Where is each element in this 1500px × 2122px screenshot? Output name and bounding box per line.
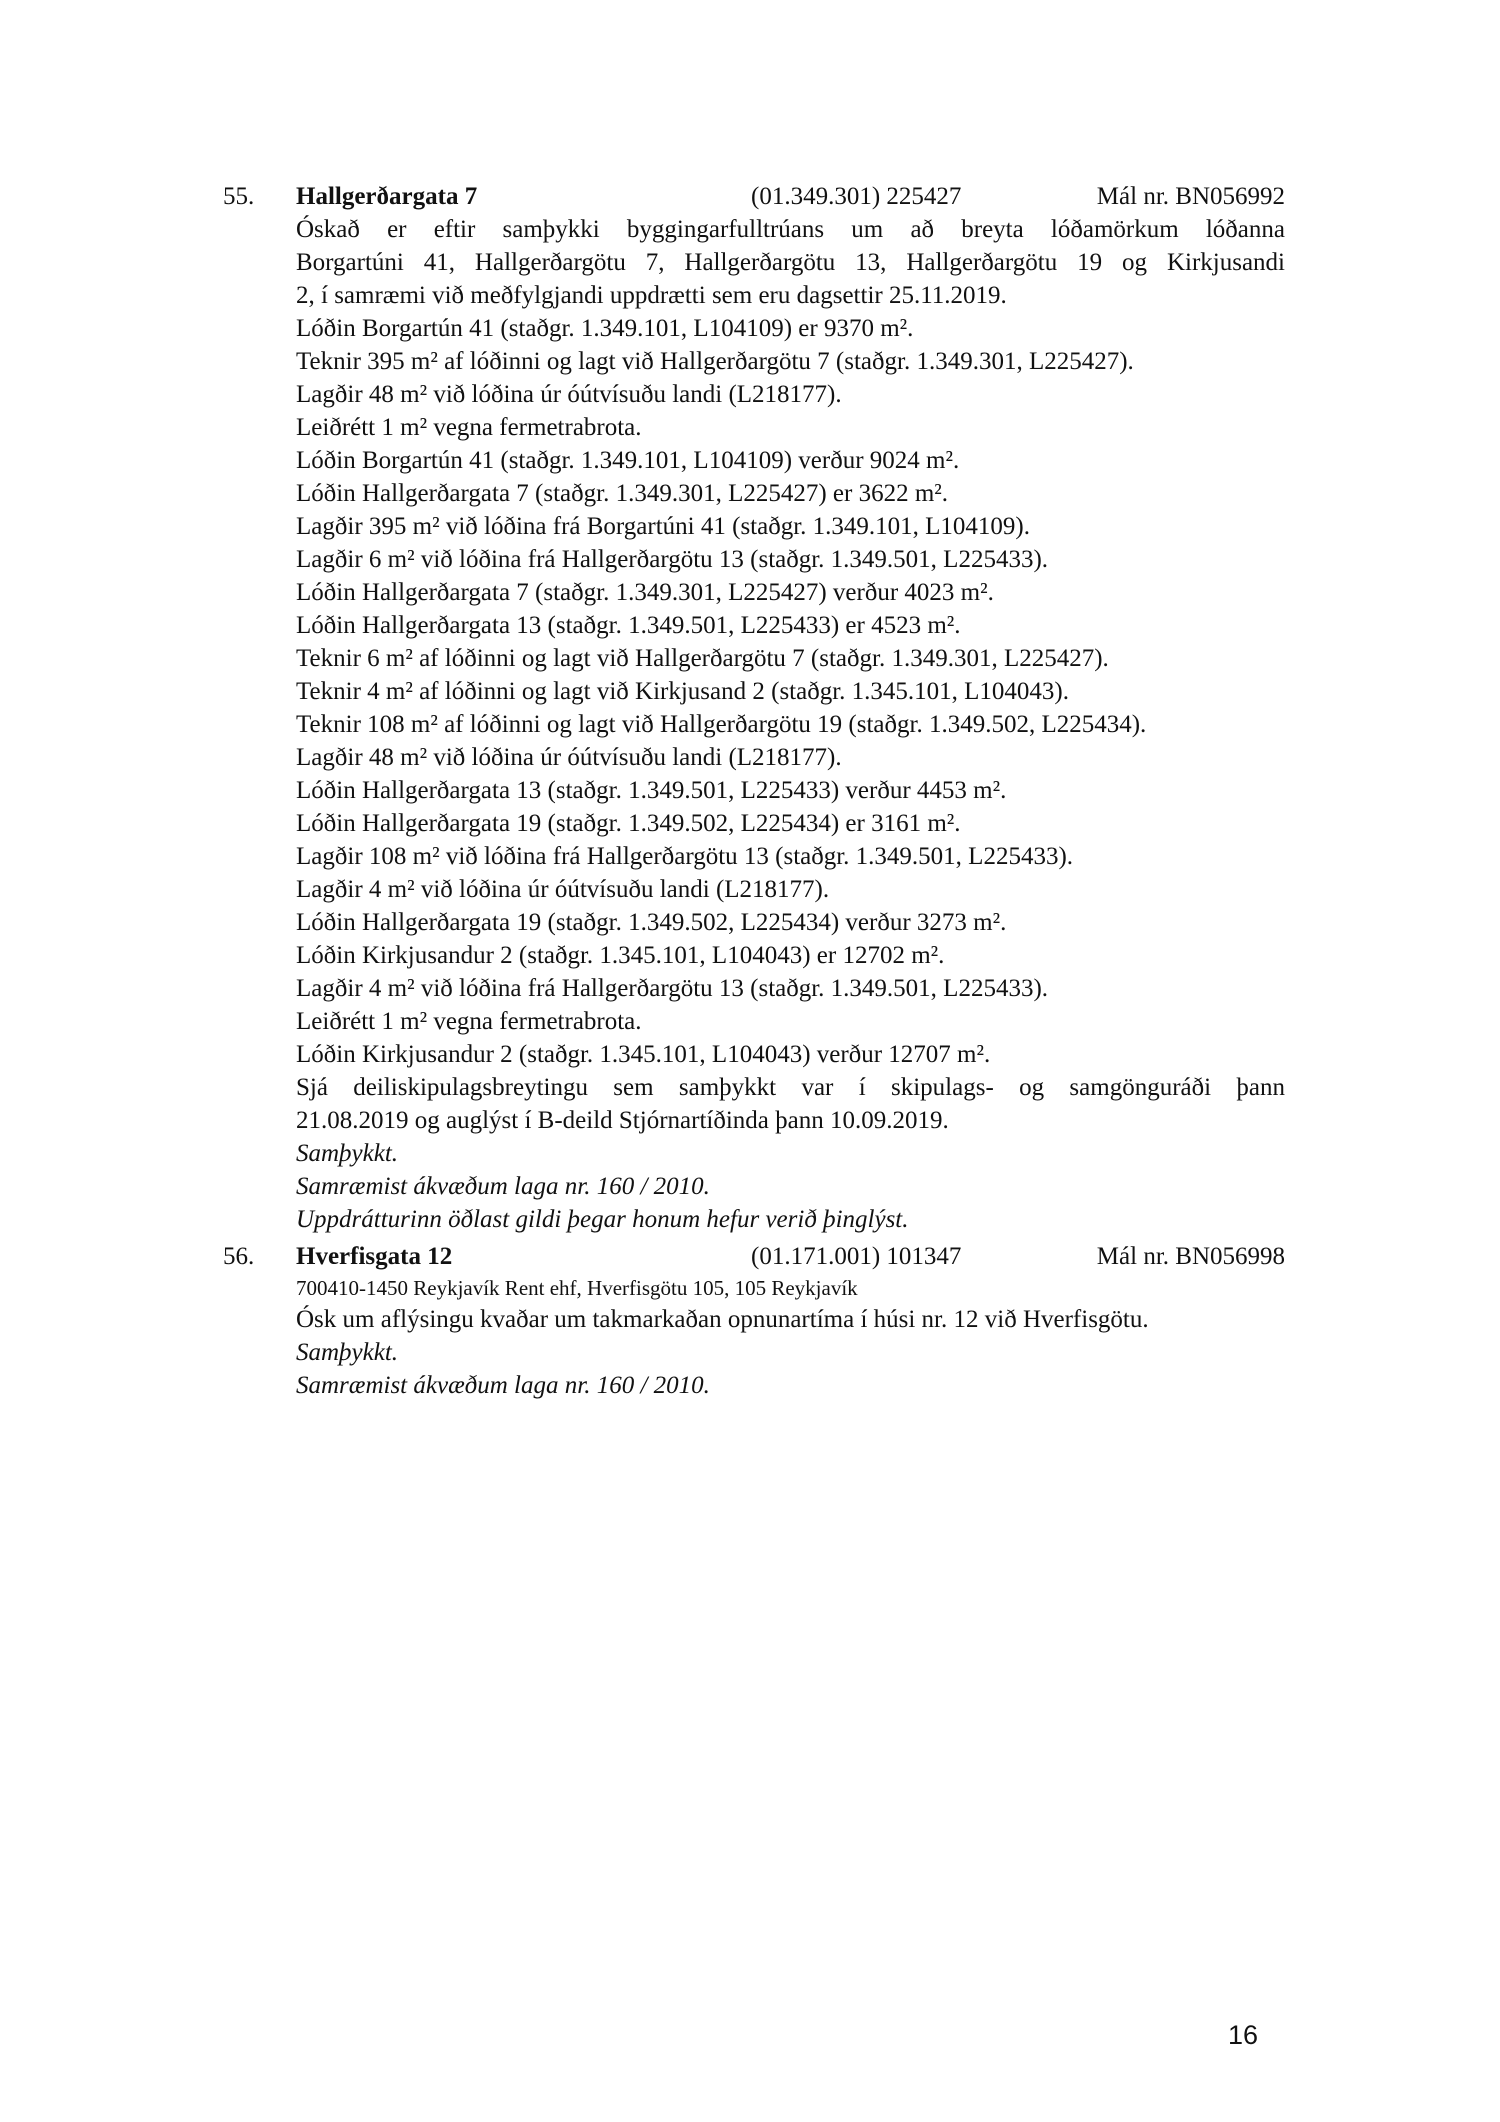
body-line: Lagðir 48 m² við lóðina úr óútvísuðu landi (L218177). [296,744,842,771]
body-line: Lóðin Hallgerðargata 19 (staðgr. 1.349.502, L225434) er 3161 m². [296,810,961,837]
body-line: Lóðin Hallgerðargata 7 (staðgr. 1.349.301, L225427) er 3622 m². [296,480,949,507]
item-title: Hverfisgata 12 [296,1243,453,1270]
body-line: Samræmist ákvæðum laga nr. 160 / 2010. [296,1173,710,1200]
body-line: Lagðir 4 m² við lóðina úr óútvísuðu landi (L218177). [296,876,830,903]
body-line: Teknir 108 m² af lóðinni og lagt við Hallgerðargötu 19 (staðgr. 1.349.502, L225434). [296,711,1147,738]
body-line: Lagðir 48 m² við lóðina úr óútvísuðu landi (L218177). [296,381,842,408]
body-line: Lagðir 4 m² við lóðina frá Hallgerðargötu 13 (staðgr. 1.349.501, L225433). [296,975,1049,1002]
body-line: Lagðir 108 m² við lóðina frá Hallgerðargötu 13 (staðgr. 1.349.501, L225433). [296,843,1074,870]
body-line: Lóðin Hallgerðargata 13 (staðgr. 1.349.501, L225433) er 4523 m². [296,612,961,639]
body-line: Ósk um aflýsingu kvaðar um takmarkaðan opnunartíma í húsi nr. 12 við Hverfisgötu. [296,1306,1149,1333]
body-line: Teknir 395 m² af lóðinni og lagt við Hallgerðargötu 7 (staðgr. 1.349.301, L225427). [296,348,1134,375]
body-line: Uppdrátturinn öðlast gildi þegar honum hefur verið þinglýst. [296,1206,909,1233]
body-line: Lagðir 395 m² við lóðina frá Borgartúni 41 (staðgr. 1.349.101, L104109). [296,513,1031,540]
agenda-item-56 [223,1240,1285,1402]
item-case-number: Mál nr. BN056992 [1096,183,1285,210]
item-body [296,213,1285,1236]
page-number: 16 [1228,2020,1259,2050]
item-reference: (01.349.301) 225427 [751,183,962,210]
body-line: Samþykkt. [296,1140,399,1167]
body-line: Leiðrétt 1 m² vegna fermetrabrota. [296,1008,642,1035]
body-line: Borgartúni 41, Hallgerðargötu 7, Hallgerðargötu 13, Hallgerðargötu 19 og Kirkjusandi [296,249,1285,276]
body-line: Lóðin Hallgerðargata 19 (staðgr. 1.349.502, L225434) verður 3273 m². [296,909,1007,936]
body-line: Samræmist ákvæðum laga nr. 160 / 2010. [296,1372,710,1399]
body-line: 21.08.2019 og auglýst í B-deild Stjórnartíðinda þann 10.09.2019. [296,1107,949,1134]
item-heading [223,1240,1285,1273]
body-line: Lóðin Kirkjusandur 2 (staðgr. 1.345.101, L104043) verður 12707 m². [296,1041,991,1068]
body-line: 2, í samræmi við meðfylgjandi uppdrætti sem eru dagsettir 25.11.2019. [296,282,1007,309]
body-line: Samþykkt. [296,1339,399,1366]
body-line: Lóðin Borgartún 41 (staðgr. 1.349.101, L104109) er 9370 m². [296,315,914,342]
item-case-number: Mál nr. BN056998 [1096,1243,1285,1270]
body-line: Teknir 6 m² af lóðinni og lagt við Hallgerðargötu 7 (staðgr. 1.349.301, L225427). [296,645,1109,672]
body-line: Lagðir 6 m² við lóðina frá Hallgerðargötu 13 (staðgr. 1.349.501, L225433). [296,546,1049,573]
item-number: 56. [223,1243,255,1270]
item-reference: (01.171.001) 101347 [751,1243,962,1270]
item-number: 55. [223,183,255,210]
body-line: Leiðrétt 1 m² vegna fermetrabrota. [296,414,642,441]
body-line: Lóðin Hallgerðargata 7 (staðgr. 1.349.301, L225427) verður 4023 m². [296,579,994,606]
body-line: 700410-1450 Reykjavík Rent ehf, Hverfisgötu 105, 105 Reykjavík [296,1276,858,1300]
item-heading [223,180,1285,213]
item-body [296,1273,1285,1402]
item-title: Hallgerðargata 7 [296,183,478,210]
body-line: Lóðin Kirkjusandur 2 (staðgr. 1.345.101, L104043) er 12702 m². [296,942,945,969]
body-line: Lóðin Borgartún 41 (staðgr. 1.349.101, L104109) verður 9024 m². [296,447,960,474]
body-line: Teknir 4 m² af lóðinni og lagt við Kirkjusand 2 (staðgr. 1.345.101, L104043). [296,678,1070,705]
body-line: Óskað er eftir samþykki byggingarfulltrúans um að breyta lóðamörkum lóðanna [296,216,1285,243]
body-line: Sjá deiliskipulagsbreytingu sem samþykkt var í skipulags- og samgönguráði þann [296,1074,1285,1101]
agenda-item-55 [223,180,1285,1236]
body-line: Lóðin Hallgerðargata 13 (staðgr. 1.349.501, L225433) verður 4453 m². [296,777,1007,804]
